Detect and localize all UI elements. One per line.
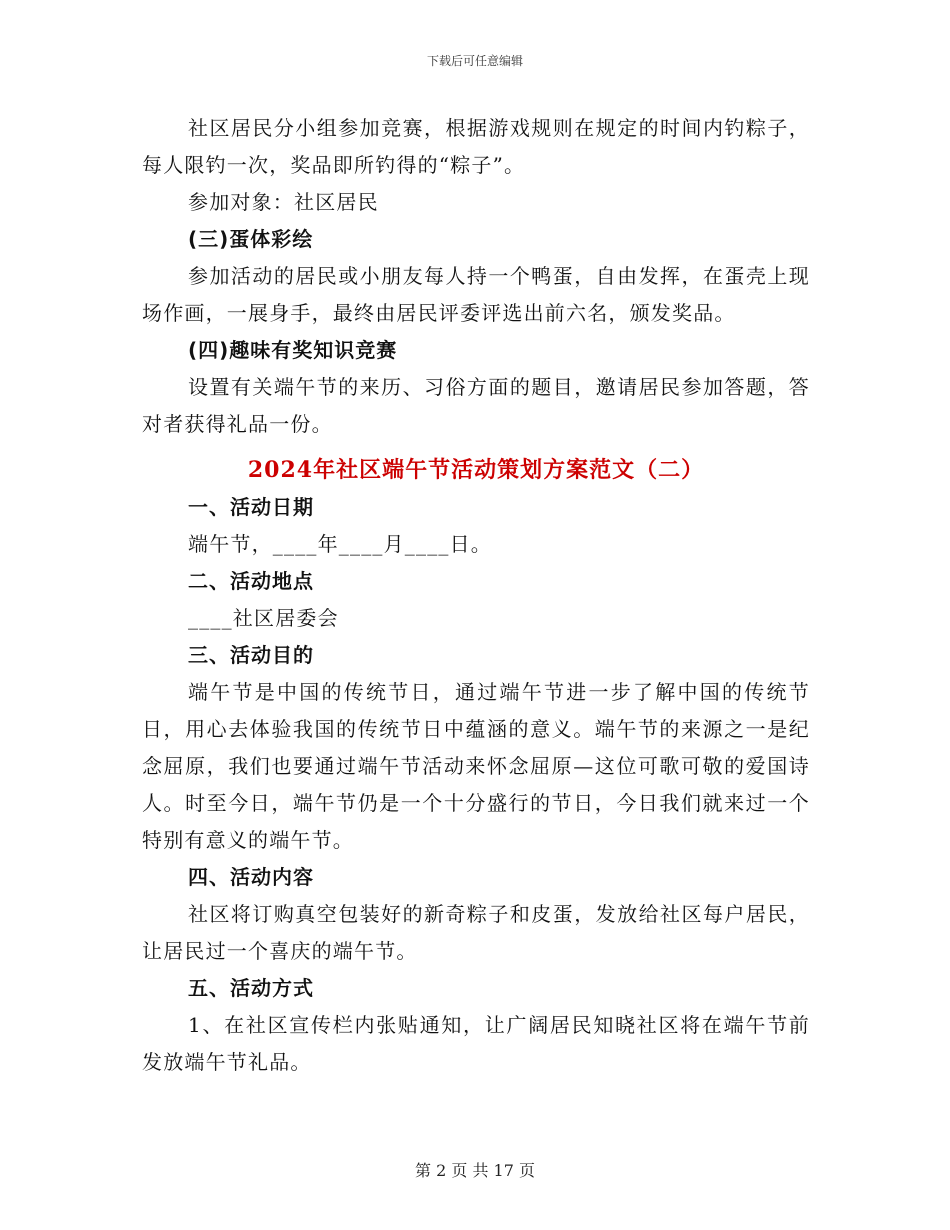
heading-egg-painting: (三)蛋体彩绘 [188,227,314,251]
page-number-footer: 第 2 页 共 17 页 [415,1161,535,1180]
heading-quiz: (四)趣味有奖知识竞赛 [188,338,398,362]
section-title: 2024年社区端午节活动策划方案范文（二） [247,457,705,483]
paragraph-activity-method: 1、在社区宣传栏内张贴通知，让广阔居民知晓社区将在端午节前发放端午节礼品。 [142,1013,810,1074]
paragraph-quiz: 设置有关端午节的来历、习俗方面的题目，邀请居民参加答题，答对者获得礼品一份。 [142,375,810,436]
heading-activity-date: 一、活动日期 [188,495,314,519]
heading-activity-location: 二、活动地点 [188,569,314,593]
paragraph-fishing-zongzi: 社区居民分小组参加竞赛，根据游戏规则在规定的时间内钓粽子，每人限钓一次，奖品即所钓得的“粽子”。 [142,116,810,177]
paragraph-activity-date: 端午节，____年____月____日。 [188,532,492,556]
paragraph-participants: 参加对象：社区居民 [188,190,379,214]
paragraph-activity-purpose: 端午节是中国的传统节日，通过端午节进一步了解中国的传统节日，用心去体验我国的传统节日中蕴涵的意义。端午节的来源之一是纪念屈原，我们也要通过端午节活动来怀念屈原—这位可歌可敬的爱国诗人。时至今日，端午节仍是一个十分盛行的节日，今日我们就来过一个特别有意义的端午节。 [142,680,810,852]
paragraph-activity-location: ____社区居委会 [188,606,339,630]
heading-activity-purpose: 三、活动目的 [188,643,314,667]
page-header-note: 下载后可任意编辑 [426,54,523,68]
paragraph-egg-painting: 参加活动的居民或小朋友每人持一个鸭蛋，自由发挥，在蛋壳上现场作画，一展身手，最终由居民评委评选出前六名，颁发奖品。 [142,264,810,325]
heading-activity-content: 四、活动内容 [188,865,314,889]
heading-activity-method: 五、活动方式 [188,976,314,1000]
document-body [142,110,810,1081]
paragraph-activity-content: 社区将订购真空包装好的新奇粽子和皮蛋，发放给社区每户居民，让居民过一个喜庆的端午节。 [142,902,810,963]
